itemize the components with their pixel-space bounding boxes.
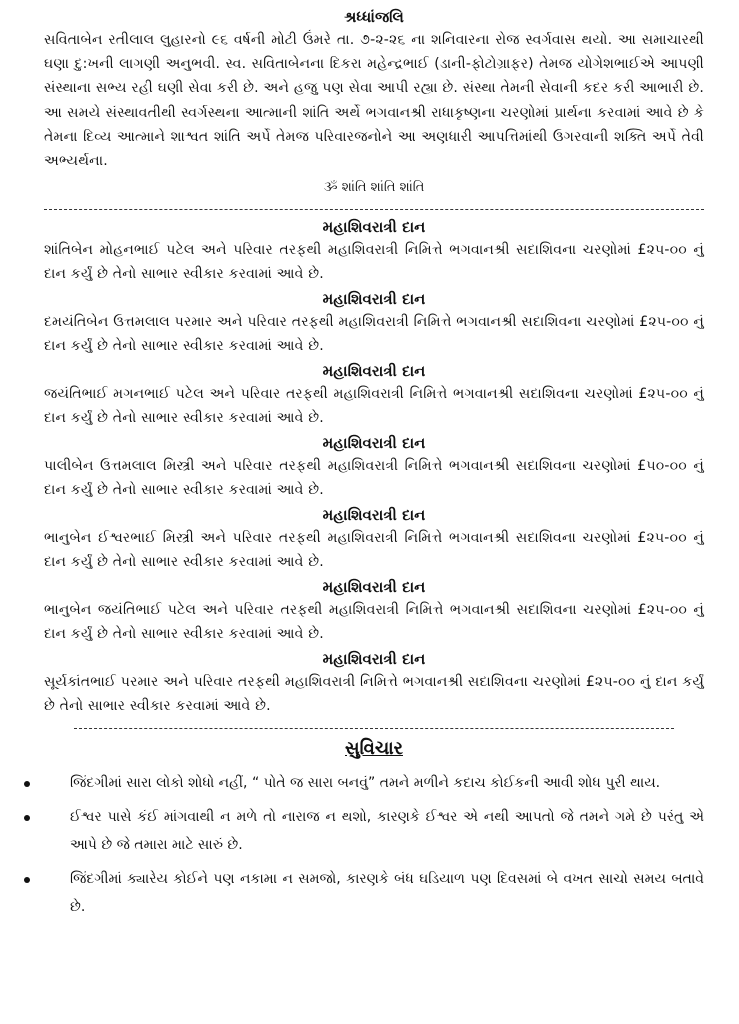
donation-entry (44, 648, 704, 718)
thoughts-title: સુવિચાર (345, 738, 403, 760)
donation-title: મહાશિવરાત્રી દાન (322, 434, 426, 453)
donation-text: શાંતિબેન મોહનભાઈ પટેલ અને પરિવાર તરફથી મહાશિવરાત્રી નિમિત્તે ભગવાનશ્રી સદાશિવના ચરણોમાં £૨૫-૦૦ નું દાન કર્યું છે તેનો સાભાર સ્વીકાર કરવામાં આવે છે. (44, 242, 704, 283)
donation-title: મહાશિવરાત્રી દાન (322, 218, 426, 237)
donation-title: મહાશિવરાત્રી દાન (322, 650, 426, 669)
thoughts-section (44, 735, 704, 921)
list-item (44, 769, 704, 797)
donation-entry (44, 432, 704, 502)
tribute-title: શ્રધ્ધાંજલિ (344, 8, 404, 26)
thought-text: ઈશ્વર પાસે કંઈ માંગવાથી ન મળે તો નારાજ ન થશો, કારણકે ઈશ્વર એ નથી આપતો જે તમને ગમે છે પરંતુ એ આપે છે જે તમારા માટે સારું છે. (70, 809, 704, 854)
bullet-icon (24, 815, 30, 821)
list-item (44, 865, 704, 921)
donation-entry (44, 360, 704, 430)
om-shanti-line: ૐ શાંતિ શાંતિ શાંતિ (323, 180, 425, 196)
newsletter-page (44, 6, 704, 927)
donation-title: મહાશિવરાત્રી દાન (322, 506, 426, 525)
donation-title: મહાશિવરાત્રી દાન (322, 362, 426, 381)
thought-text: જિંદગીમાં ક્યારેય કોઈને પણ નકામા ન સમજો, કારણકે બંધ ઘડિયાળ પણ દિવસમાં બે વખત સાચો સમય બતાવે છે. (70, 871, 704, 916)
donation-text: ભાનુબેન ઈશ્વરભાઈ મિસ્ત્રી અને પરિવાર તરફથી મહાશિવરાત્રી નિમિત્તે ભગવાનશ્રી સદાશિવના ચરણોમાં £૨૫-૦૦ નું દાન કર્યું છે તેનો સાભાર સ્વીકાર કરવામાં આવે છે. (44, 530, 704, 571)
donation-entry (44, 216, 704, 286)
list-item (44, 803, 704, 859)
section-divider (44, 209, 704, 210)
thoughts-list (44, 769, 704, 921)
donation-text: ભાનુબેન જયંતિભાઈ પટેલ અને પરિવાર તરફથી મહાશિવરાત્રી નિમિત્તે ભગવાનશ્રી સદાશિવના ચરણોમાં £૨૫-૦૦ નું દાન કર્યું છે તેનો સાભાર સ્વીકાર કરવામાં આવે છે. (44, 602, 704, 643)
bullet-icon (24, 877, 30, 883)
tribute-text: સવિતાબેન રતીલાલ લુહારનો ૯૬ વર્ષની મોટી ઉંમરે તા. ૭-૨-૨૬ ના શનિવારના રોજ સ્વર્ગવાસ થયો. આ સમાચારથી ઘણા દુ:ખની લાગણી અનુભવી. સ્વ. સવિતાબેનના દિકરા મહેન્દ્રભાઈ (ડાની-ફોટોગ્રાફર) તેમજ યોગેશભાઈએ આપણી સંસ્થાના સભ્ય રહી ઘણી સેવા કરી છે. અને હજુ પણ સેવા આપી રહ્યા છે. સંસ્થા તેમની સેવાની કદર કરી આભારી છે. આ સમયે સંસ્થાવતીથી સ્વર્ગસ્થના આત્માની શાંતિ અર્થે ભગવાનશ્રી રાધાકૃષ્ણના ચરણોમાં પ્રાર્થના કરવામાં આવે છે કે તેમના દિવ્ય આત્માને શાશ્વત શાંતિ અર્પે તેમજ પરિવારજનોને આ અણધારી આપત્તિમાંથી ઉગરવાની શક્તિ અર્પે તેવી અભ્યર્થના. (44, 32, 704, 170)
donations-section (44, 216, 704, 718)
section-divider (74, 728, 674, 729)
donation-text: દમયંતિબેન ઉત્તમલાલ પરમાર અને પરિવાર તરફથી મહાશિવરાત્રી નિમિત્તે ભગવાનશ્રી સદાશિવના ચરણોમાં £૨૫-૦૦ નું દાન કર્યું છે તેનો સાભાર સ્વીકાર કરવામાં આવે છે. (44, 314, 704, 355)
donation-entry (44, 504, 704, 574)
bullet-icon (24, 781, 30, 787)
donation-text: સૂર્યકાંતભાઈ પરમાર અને પરિવાર તરફથી મહાશિવરાત્રી નિમિત્તે ભગવાનશ્રી સદાશિવના ચરણોમાં £૨૫-૦૦ નું દાન કર્યું છે તેનો સાભાર સ્વીકાર કરવામાં આવે છે. (44, 674, 704, 715)
donation-title: મહાશિવરાત્રી દાન (322, 578, 426, 597)
donation-title: મહાશિવરાત્રી દાન (322, 290, 426, 309)
tribute-section (44, 6, 704, 199)
thought-text: જિંદગીમાં સારા લોકો શોધો નહીં, “ પોતે જ સારા બનવું” તમને મળીને કદાચ કોઈકની આવી શોધ પુરી થાય. (70, 775, 661, 792)
donation-entry (44, 288, 704, 358)
donation-text: જયંતિભાઈ મગનભાઈ પટેલ અને પરિવાર તરફથી મહાશિવરાત્રી નિમિત્તે ભગવાનશ્રી સદાશિવના ચરણોમાં £૨૫-૦૦ નું દાન કર્યું છે તેનો સાભાર સ્વીકાર કરવામાં આવે છે. (44, 386, 704, 427)
donation-text: પાલીબેન ઉત્તમલાલ મિસ્ત્રી અને પરિવાર તરફથી મહાશિવરાત્રી નિમિત્તે ભગવાનશ્રી સદાશિવના ચરણોમાં £૫૦-૦૦ નું દાન કર્યું છે તેનો સાભાર સ્વીકાર કરવામાં આવે છે. (44, 458, 704, 499)
donation-entry (44, 576, 704, 646)
